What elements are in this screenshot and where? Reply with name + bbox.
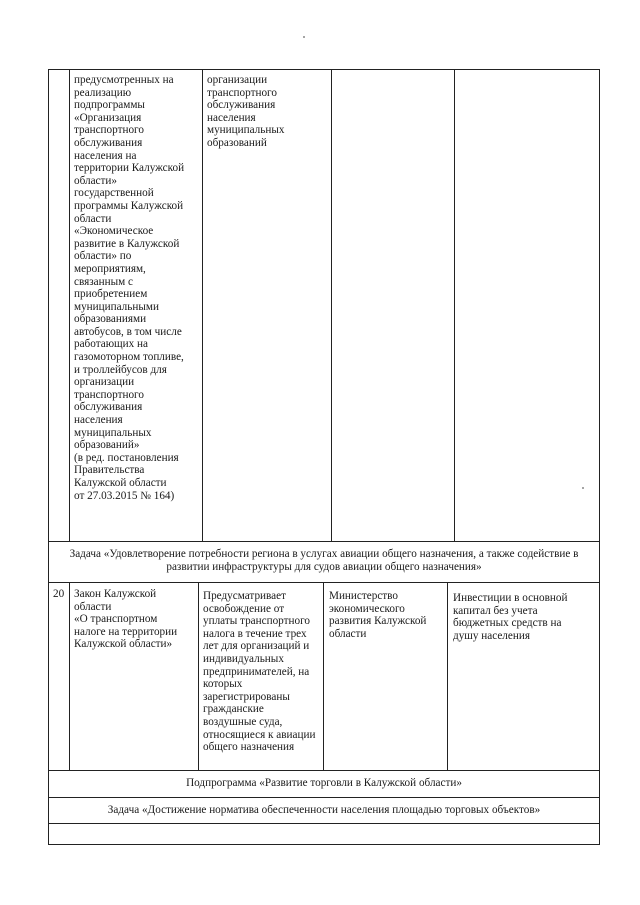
col-divider — [331, 69, 332, 541]
table-border-bottom — [48, 844, 600, 845]
table-border-right — [599, 69, 600, 844]
row-divider — [48, 770, 600, 771]
row-20-curator: Министерство экономического развития Калужской области — [329, 590, 427, 640]
col-divider — [454, 69, 455, 541]
row-divider — [48, 541, 600, 542]
row-divider — [48, 797, 600, 798]
continuation-purpose-cell: организации транспортного обслуживания населения муниципальных образований — [207, 74, 285, 149]
col-divider — [198, 582, 199, 770]
row-20-provision: Предусматривает освобождение от уплаты транспортного налога в течение трех лет для организаций и индивидуальных предпринимателей, на которых зарегистрированы гражданские воздушные суда, относящиеся к авиации общего назначения — [203, 590, 316, 754]
row-divider — [48, 582, 600, 583]
row-20-indicator: Инвестиции в основной капитал без учета бюджетных средств на душу населения — [453, 592, 568, 642]
row-divider — [48, 823, 600, 824]
col-divider — [447, 582, 448, 770]
col-divider — [323, 582, 324, 770]
col-divider — [69, 69, 70, 541]
row-20-law: Закон Калужской области «О транспортном налоге на территории Калужской области» — [74, 588, 178, 651]
task-aviation-heading: Задача «Удовлетворение потребности региона в услугах авиации общего назначения, а также содействие в развитии инфраструктуры для судов авиации общего назначения» — [69, 548, 579, 573]
subprogram-trade-heading: Подпрограмма «Развитие торговли в Калужской области» — [186, 777, 462, 789]
continuation-name-cell: предусмотренных на реализацию подпрограммы «Организация транспортного обслуживания населения на территории Калужской области» государственной программы Калужской области «Экономическое развитие в Калужской области» по мероприятиям, связанным с приобретением муниципальными образованиями автобусов, в том числе работающих на газомоторном топливе, и троллейбусов для организации транспортного обслуживания населения муниципальных образований» (в ред. постановления Правительства Калужской области от 27.03.2015 № 164) — [74, 74, 185, 502]
table-border-left — [48, 69, 49, 844]
row-20-number: 20 — [53, 588, 65, 600]
scan-speck — [582, 487, 584, 489]
col-divider — [69, 582, 70, 770]
scan-speck — [303, 36, 305, 38]
table-border-top — [48, 69, 600, 70]
col-divider — [202, 69, 203, 541]
task-trade-heading: Задача «Достижение норматива обеспеченности населения площадью торговых объектов» — [107, 804, 541, 816]
